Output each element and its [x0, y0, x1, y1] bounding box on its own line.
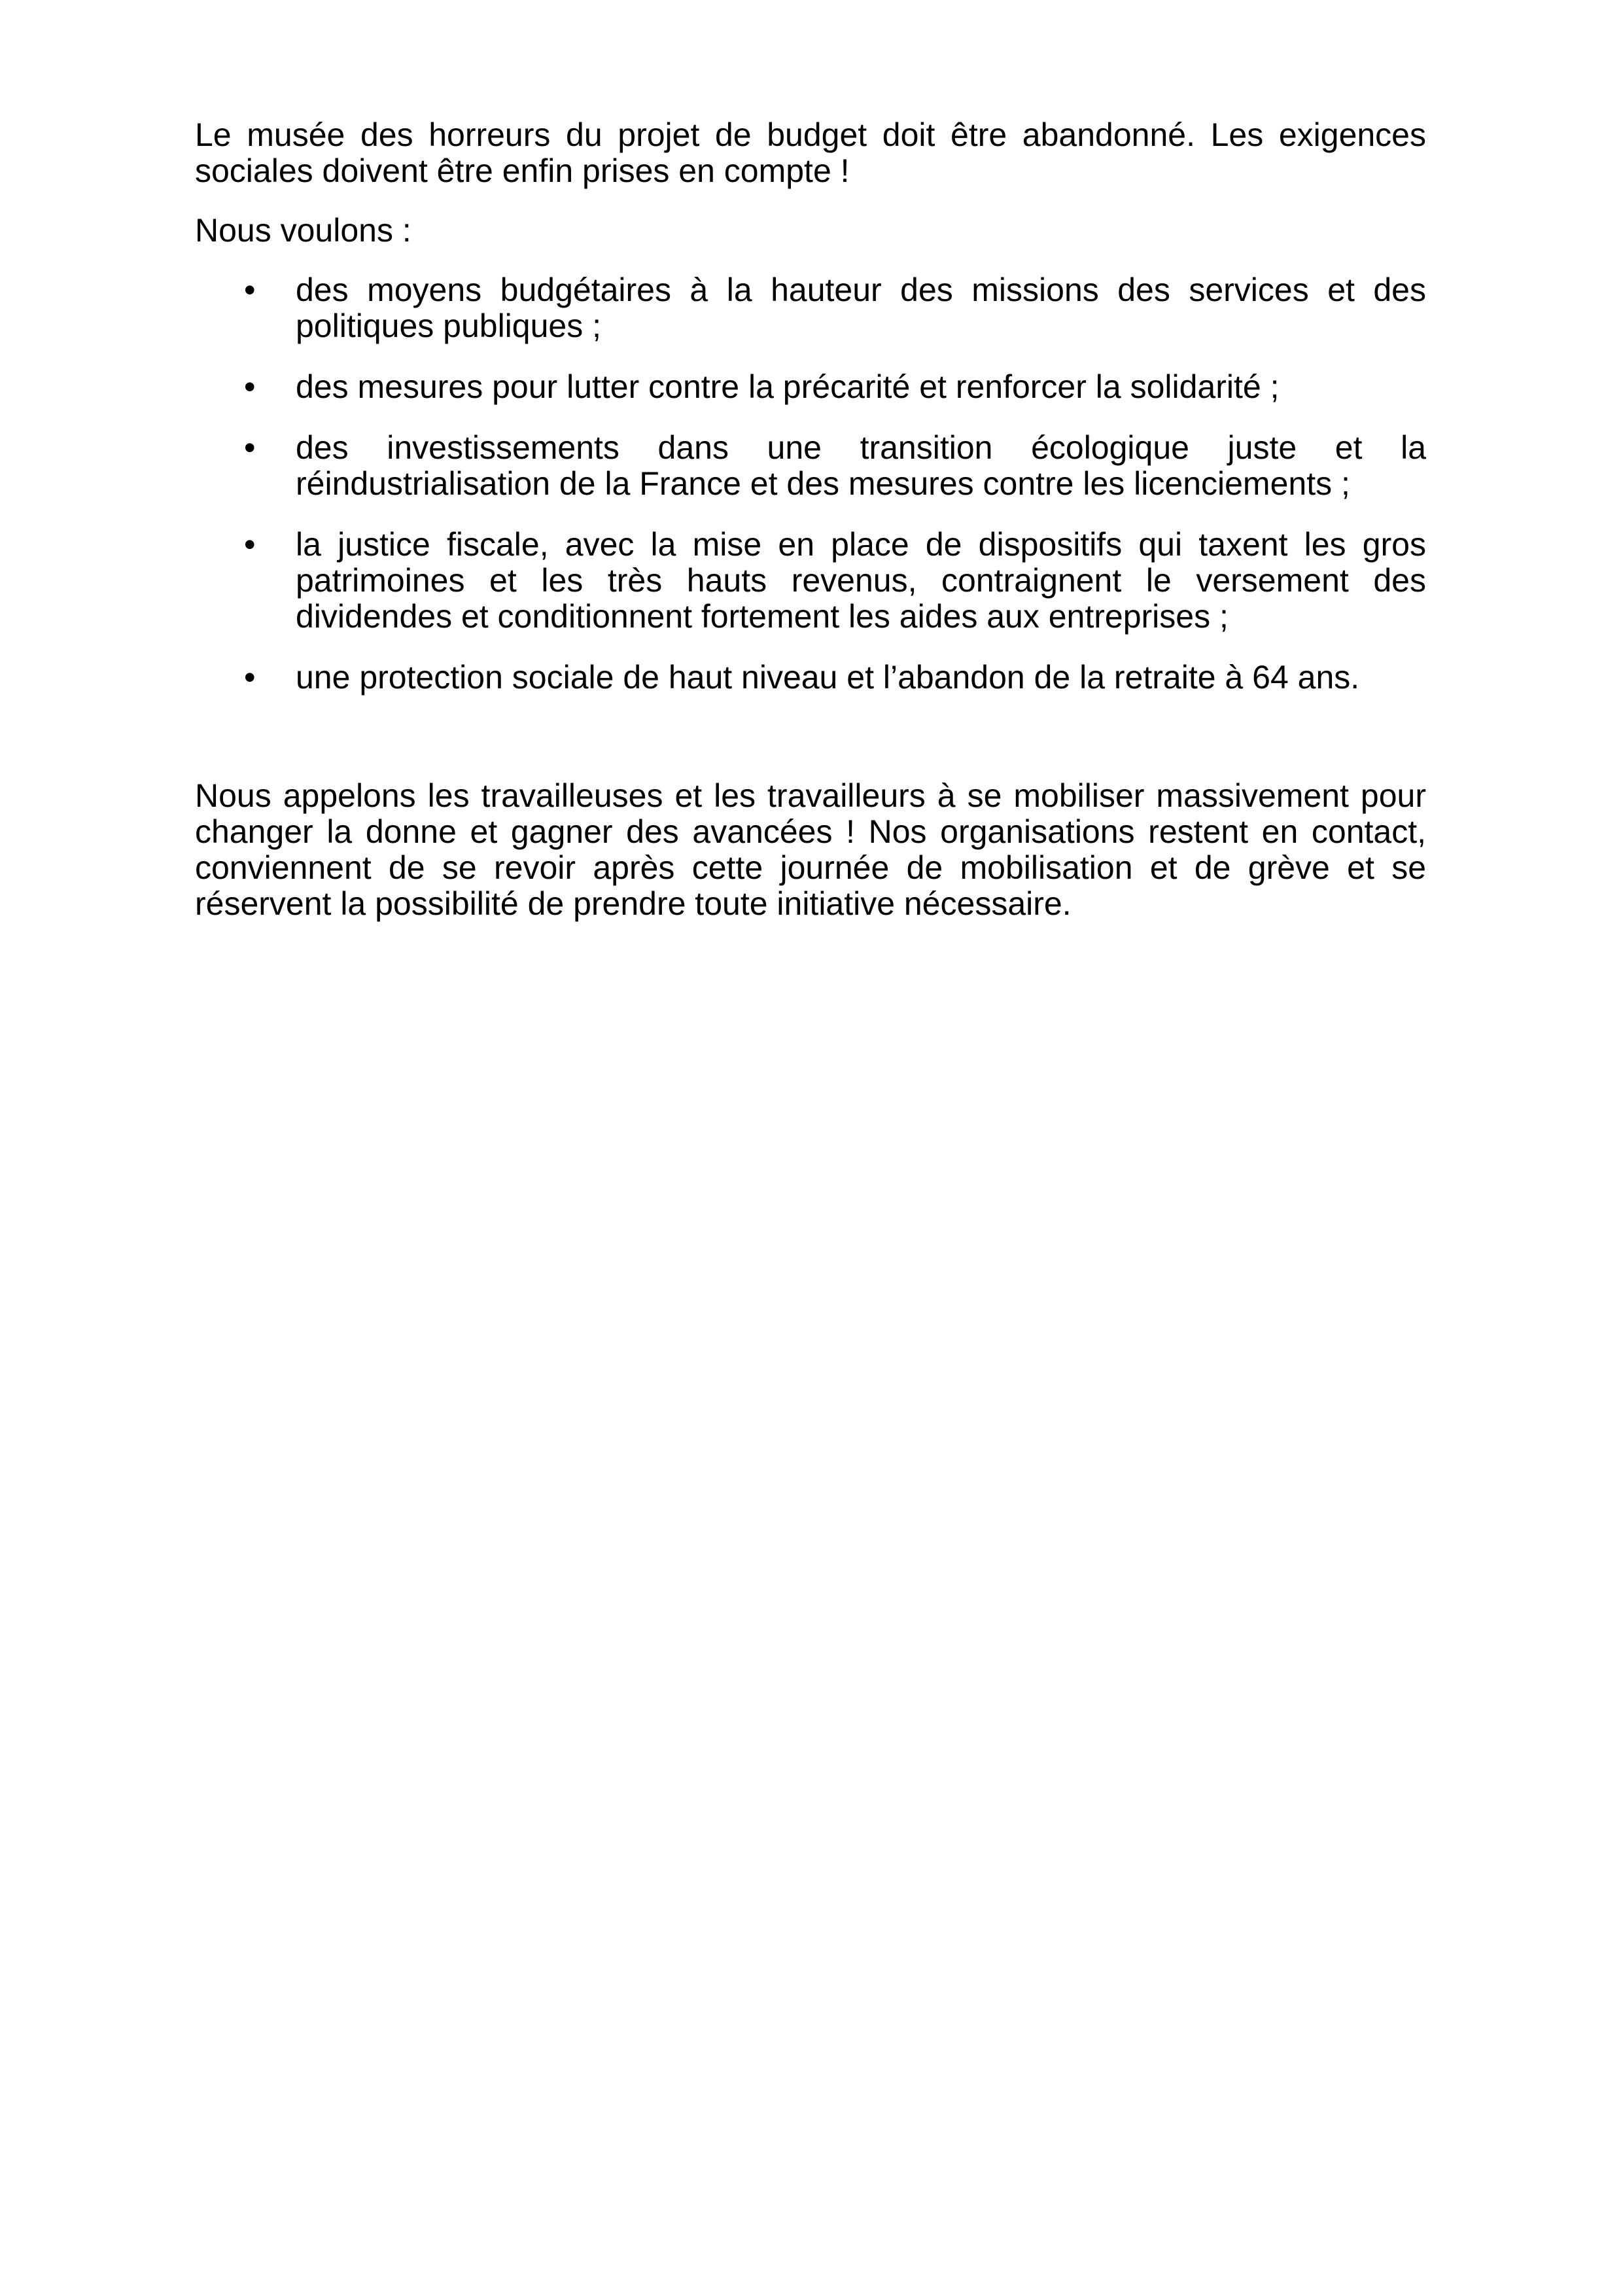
- list-item: [195, 430, 1426, 502]
- list-item: [195, 660, 1426, 696]
- bullet-icon: •: [244, 368, 256, 405]
- list-item: [195, 527, 1426, 635]
- list-item: [195, 272, 1426, 344]
- demands-heading: Nous voulons :: [195, 212, 411, 249]
- bullet-icon: •: [244, 526, 256, 563]
- list-item-text: des moyens budgétaires à la hauteur des missions des services et des politiques publiques ;: [296, 272, 1426, 344]
- bullet-icon: •: [244, 659, 256, 696]
- bullet-icon: •: [244, 429, 256, 466]
- intro-paragraph: Le musée des horreurs du projet de budget doit être abandonné. Les exigences sociales doivent être enfin prises en compte !: [195, 116, 1426, 189]
- list-item-text: des investissements dans une transition écologique juste et la réindustrialisation de la France et des mesures contre les licenciements ;: [296, 429, 1426, 502]
- list-item: [195, 369, 1426, 405]
- closing-paragraph: Nous appelons les travailleuses et les travailleurs à se mobiliser massivement pour changer la donne et gagner des avancées ! Nos organisations restent en contact, conviennent de se revoir après cette journée de mobilisation et de grève et se réservent la possibilité de prendre toute initiative nécessaire.: [195, 777, 1426, 922]
- bullet-icon: •: [244, 272, 256, 308]
- list-item-text: une protection sociale de haut niveau et l’abandon de la retraite à 64 ans.: [296, 659, 1360, 696]
- list-item-text: la justice fiscale, avec la mise en place de dispositifs qui taxent les gros patrimoines et les très hauts revenus, contraignent le versement des dividendes et conditionnent fortement les aides aux entreprises ;: [296, 526, 1426, 635]
- list-item-text: des mesures pour lutter contre la précarité et renforcer la solidarité ;: [296, 368, 1280, 405]
- demands-list: [195, 272, 1426, 696]
